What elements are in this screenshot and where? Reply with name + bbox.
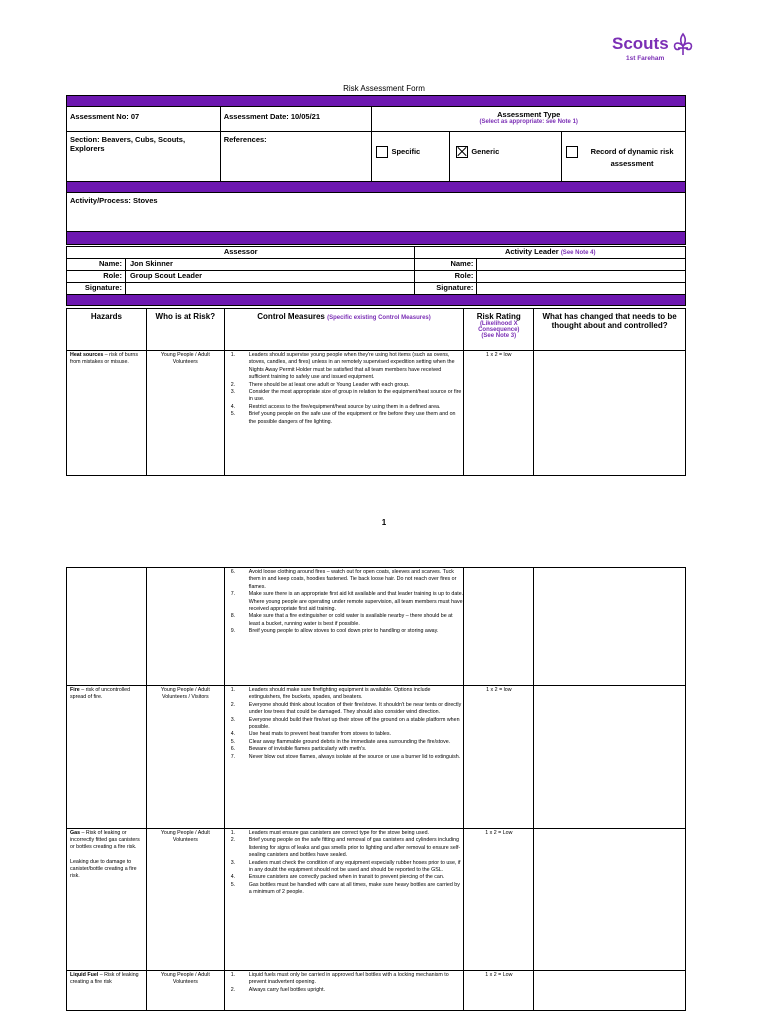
leader-name-field[interactable] (477, 259, 686, 271)
risk-table-page2 (66, 567, 686, 1011)
measure-item: 3. Leaders must check the condition of any equipment especially rubber hoses prior to use, if in any doubt the equipment should not be used and should be reported to the GSL. (230, 859, 461, 874)
option-specific[interactable] (372, 132, 450, 182)
measure-item: 4. Restrict access to the fire/equipment/heat source by using them in a defined area. (230, 403, 441, 410)
hazard-cell (67, 971, 147, 1011)
measure-item: 5. Gas bottles must be handled with care at all times, make sure heavy bottles are carried by a minimum of 2 people. (230, 881, 460, 896)
hazard-title: Fire (70, 687, 80, 693)
leader-role-label: Role: (415, 271, 477, 283)
rating-cell (464, 568, 534, 686)
option-dynamic-label: Record of dynamic risk assessment (590, 147, 674, 168)
control-header-note: (Specific existing Control Measures) (327, 315, 431, 321)
logo-group: 1st Fareham (626, 55, 665, 62)
assessor-title: Assessor (67, 247, 415, 259)
scouts-logo (612, 34, 702, 64)
who-header: Who is at Risk? (146, 309, 224, 351)
measure-text: Breif young people to allow stoves to cool down prior to handling or storing away. (248, 628, 439, 635)
measure-text: Gas bottles must be handled with care at all times, make sure heavy bottles are carried by a minimum of 2 people. (248, 881, 460, 896)
leader-signature-field[interactable] (477, 283, 686, 295)
measure-item: 1. Leaders must ensure gas canisters are correct type for the stove being used. (230, 830, 429, 836)
hazards-header: Hazards (67, 309, 147, 351)
measure-item: 4. Ensure canisters are correctly packed when in transit to prevent piercing of the can. (230, 874, 445, 881)
measure-text: Liquid fuels must only be carried in approved fuel bottles with a locking mechanism to prevent inadvertent opening. (248, 972, 449, 986)
changed-cell[interactable] (534, 829, 686, 971)
measure-text: Brief young people on the safe use of the equipment or fire before they use them and on the possible dangers of fire lighting. (248, 411, 456, 425)
measure-item: 5. Clear away flammable ground debris in the immediate area surrounding the fire/stove. (230, 738, 451, 745)
measures-cell (224, 829, 464, 971)
measures-cell (224, 686, 464, 829)
assessor-name: Jon Skinner (125, 259, 414, 271)
assessment-type-note: (Select as appropriate: see Note 1) (479, 119, 578, 125)
rating-cell: 1 x 2 = Low (464, 971, 534, 1011)
measure-text: Never blow out stove flames, always isolate at the source or use a burner lid to extinguish. (248, 753, 461, 760)
people-table (66, 246, 686, 306)
changed-cell[interactable] (534, 568, 686, 686)
who-cell: Young People / Adult Volunteers / Visitors (146, 686, 224, 829)
assessor-role-label: Role: (67, 271, 126, 283)
measure-item: 1. Liquid fuels must only be carried in approved fuel bottles with a locking mechanism to prevent inadvertent opening. (230, 972, 449, 986)
who-cell: Young People / Adult Volunteers (146, 971, 224, 1011)
assessment-header-table (66, 95, 686, 245)
leader-signature-label: Signature: (415, 283, 477, 295)
purple-bar (67, 232, 686, 245)
assessment-no: Assessment No: 07 (67, 107, 221, 132)
hazard-cell (67, 686, 147, 829)
measure-item: 3. Everyone should build their fire/set up their stove off the ground on a stable platform when possible. (230, 716, 460, 731)
measure-text: Leaders must ensure gas canisters are correct type for the stove being used. (248, 830, 429, 836)
changed-header: What has changed that needs to be thought about and controlled? (534, 309, 686, 351)
who-cell (146, 568, 224, 686)
measure-text: There should be at least one adult or Young Leader with each group. (248, 381, 410, 388)
table-row (67, 351, 686, 476)
hazard-cell (67, 351, 147, 476)
measure-text: Consider the most appropriate size of group in relation to the equipment/heat source or fire in use. (248, 389, 462, 403)
rating-cell: 1 x 2 = low (464, 686, 534, 829)
assessor-signature-label: Signature: (67, 283, 126, 295)
option-specific-label: Specific (391, 146, 421, 156)
table-row (67, 971, 686, 1011)
changed-cell[interactable] (534, 686, 686, 829)
changed-cell[interactable] (534, 971, 686, 1011)
leader-name-label: Name: (415, 259, 477, 271)
measure-item: 3. Consider the most appropriate size of group in relation to the equipment/heat source or fire in use. (230, 389, 462, 403)
form-title: Risk Assessment Form (343, 84, 425, 93)
leader-note: (See Note 4) (560, 250, 596, 256)
measure-text: Everyone should think about location of their fire/stove. It shouldn't be near tents or directly under low trees that could be damaged. They should also consider wind direction. (248, 701, 462, 716)
assessment-date: Assessment Date: 10/05/21 (220, 107, 372, 132)
assessor-signature-field[interactable] (125, 283, 414, 295)
hazard-title: Gas (70, 830, 81, 836)
hazard-cell (67, 829, 147, 971)
measure-text: Make sure that a fire extinguisher or cold water is available nearby – there should be at least a bucket, running water is best if possible. (248, 613, 453, 627)
table-row (67, 829, 686, 971)
measure-item: 7. Make sure there is an appropriate first aid kit available and that leader training is up to date. Where young people are operating under remote supervision, all team members must have received appropriate first aid training. (230, 591, 464, 613)
measures-cell (224, 351, 464, 476)
rating-header-note1: (Likelihood X Consequence) (478, 321, 520, 333)
assessment-type-label: Assessment Type (497, 110, 561, 119)
measure-text: Leaders must check the condition of any equipment especially rubber hoses prior to use, if in any doubt the equipment should not be used and should be reported to the GSL. (248, 859, 461, 874)
who-cell: Young People / Adult Volunteers (146, 829, 224, 971)
measure-text: Avoid loose clothing around fires – watch out for open coats, sleeves and scarves. Tuck them in and keep coats, hoodies fastened. Tie back loose hair. Do not reach over fires or flames. (248, 569, 457, 590)
logo-name: Scouts (612, 34, 669, 53)
assessor-name-label: Name: (67, 259, 126, 271)
measure-text: Everyone should build their fire/set up their stove off the ground on a stable platform when possible. (248, 716, 460, 731)
control-header-label: Control Measures (257, 312, 325, 321)
measure-item: 2. Always carry fuel bottles upright. (230, 986, 326, 993)
specific-checkbox[interactable] (376, 146, 388, 158)
table-row (67, 686, 686, 829)
rating-header-label: Risk Rating (476, 312, 521, 321)
option-generic[interactable] (450, 132, 562, 182)
hazard-title: Heat sources (70, 352, 104, 358)
rating-cell: 1 x 2 = low (464, 351, 534, 476)
measure-text: Use heat mats to prevent heat transfer from stoves to tables. (248, 731, 391, 738)
table-row (67, 568, 686, 686)
changed-cell[interactable] (534, 351, 686, 476)
measure-item: 8. Make sure that a fire extinguisher or cold water is available nearby – there should be at least a bucket, running water is best if possible. (230, 613, 453, 627)
dynamic-checkbox[interactable] (566, 146, 578, 158)
risk-table-page1 (66, 308, 686, 476)
rating-header-note2: (See Note 3) (481, 333, 517, 339)
rating-cell: 1 x 2 = Low (464, 829, 534, 971)
measure-text: Restrict access to the fire/equipment/heat source by using them in a defined area. (248, 403, 441, 410)
page-number: 1 (381, 518, 387, 527)
leader-title-cell (415, 247, 686, 259)
measure-text: Ensure canisters are correctly packed when in transit to prevent piercing of the can. (248, 874, 445, 881)
activity-field: Activity/Process: Stoves (67, 193, 686, 232)
measure-item: 1. Leaders should supervise young people when they're using hot items (such as ovens, stoves, candles, and fires) unless in an remotely supervised expedition setting when the Nights Away Permit Holder must be satisfied that all team members have received sufficient training to safely use and issued equipment. (230, 352, 455, 381)
measure-item: 2. Brief young people on the safe fitting and removal of gas canisters and cylinders including listening for signs of leaks and gas smells prior to lighting and after removal to ensure self-sealing canisters and bottles have sealed. (230, 837, 461, 859)
control-header (224, 309, 464, 351)
hazard-cell (67, 568, 147, 686)
hazard-desc: – Risk of leaking creating a fire risk (70, 972, 139, 986)
measure-text: Leaders should supervise young people when they're using hot items (such as ovens, stoves, candles, and fires) unless in an remotely supervised expedition setting when the Nights Away Permit Holder must be satisfied that all team members have received sufficient training to safely use and issued equipment. (248, 352, 455, 381)
measure-text: Brief young people on the safe fitting and removal of gas canisters and cylinders including listening for signs of leaks and gas smells prior to lighting and after removal to ensure self-sealing canisters and bottles have sealed. (248, 837, 461, 859)
hazard-title: Liquid Fuel (70, 972, 99, 978)
measure-text: Make sure there is an appropriate first aid kit available and that leader training is up to date. Where young people are operating under remote supervision, all team members must have received appropriate first aid training. (248, 591, 464, 613)
purple-bar (67, 182, 686, 193)
measure-text: Always carry fuel bottles upright. (248, 986, 326, 993)
who-cell: Young People / Adult Volunteers (146, 351, 224, 476)
purple-bar (67, 295, 686, 306)
option-generic-label: Generic (471, 146, 500, 156)
assessor-role: Group Scout Leader (125, 271, 414, 283)
generic-checkbox[interactable] (456, 146, 468, 158)
rating-header (464, 309, 534, 351)
measure-text: Beware of invisible flames particularly with meth's. (248, 746, 367, 753)
hazard-desc: – risk of uncontrolled spread of fire. (70, 687, 131, 701)
measures-cell (224, 568, 464, 686)
hazard-extra: Leaking due to damage to canister/bottle creating a fire risk. (70, 858, 137, 880)
section-field: Section: Beavers, Cubs, Scouts, Explorers (67, 132, 221, 182)
measures-cell (224, 971, 464, 1011)
measure-item: 6. Avoid loose clothing around fires – watch out for open coats, sleeves and scarves. Tuck them in and keep coats, hoodies fastened. Tie back loose hair. Do not reach over fires or flames. (230, 569, 457, 590)
option-dynamic[interactable] (562, 132, 686, 182)
hazard-desc: – Risk of leaking or incorrectly fitted gas canisters or bottles creating a fire risk. (70, 830, 140, 851)
measure-item: 9. Breif young people to allow stoves to cool down prior to handling or storing away. (230, 628, 439, 635)
measure-item: 6. Beware of invisible flames particularly with meth's. (230, 746, 367, 753)
measure-item: 1. Leaders should make sure firefighting equipment is available. Options include extinguishers, fire buckets, spades, and beaters. (230, 687, 431, 701)
leader-title: Activity Leader (504, 247, 559, 256)
purple-bar (67, 96, 686, 107)
hazard-desc: – risk of burns from mistakes or misuse. (70, 352, 139, 366)
references-field: References: (220, 132, 372, 182)
measure-text: Clear away flammable ground debris in the immediate area surrounding the fire/stove. (248, 738, 451, 745)
fleur-de-lis-icon (670, 32, 696, 63)
assessment-type-header (372, 107, 686, 132)
leader-role-field[interactable] (477, 271, 686, 283)
measure-item: 2. There should be at least one adult or Young Leader with each group. (230, 381, 410, 388)
measure-item: 4. Use heat mats to prevent heat transfer from stoves to tables. (230, 731, 391, 738)
measure-item: 5. Brief young people on the safe use of the equipment or fire before they use them and on the possible dangers of fire lighting. (230, 411, 456, 425)
measure-item: 7. Never blow out stove flames, always isolate at the source or use a burner lid to extinguish. (230, 753, 461, 760)
measure-text: Leaders should make sure firefighting equipment is available. Options include extinguishers, fire buckets, spades, and beaters. (248, 687, 431, 701)
measure-item: 2. Everyone should think about location of their fire/stove. It shouldn't be near tents or directly under low trees that could be damaged. They should also consider wind direction. (230, 701, 462, 716)
